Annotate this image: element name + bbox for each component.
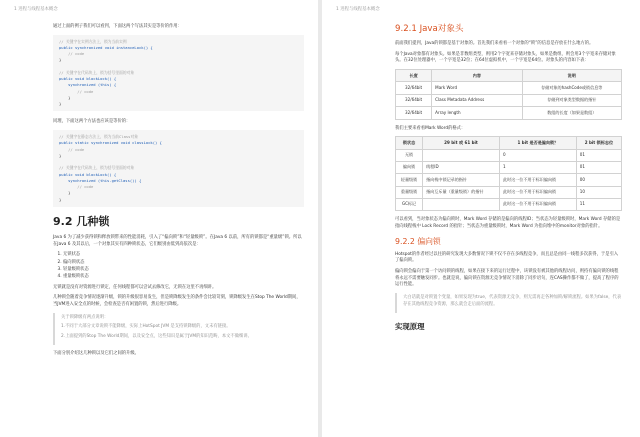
table-row xyxy=(396,107,622,119)
quote-item: 2.上面提到的Stop The World期间，以及安全点，这些知识是属于JVM的知识范畴，本文不做细讲。 xyxy=(61,333,252,339)
table-cell: 重量级锁 xyxy=(396,186,423,198)
table-row xyxy=(396,82,622,94)
table-row xyxy=(396,161,622,173)
paragraph: 每个Java对象都有对象头。如果是非数组类型，则用2个字宽来存储对象头，如果是数组，则会用3个字宽来存储对象头。在32位处理器中，一个字宽是32位；在64位虚拟机中，一个字宽是64位。对象头的内容如下表： xyxy=(395,51,616,64)
table-cell: 轻量级锁 xyxy=(396,174,423,186)
paragraph: Java 6 为了减少获得锁和释放锁带来的性能消耗，引入了“偏向锁”和“轻量级锁”。在Java 6 以前，所有的锁都是“重量级”锁。所以在Java 6 及其以后，一个对象其实有四种锁状态，它们级别由低到高依次是： xyxy=(53,235,302,247)
table-cell: 此时这一位不用于标识偏向锁 xyxy=(499,174,576,186)
table-cell: 11 xyxy=(576,198,621,210)
table-cell: Array length xyxy=(432,107,522,119)
code-line: // 关键字在代码块上，锁为括号里面的对象 xyxy=(59,69,135,75)
table-cell: 32/64bit xyxy=(396,107,432,119)
code-line: // code xyxy=(59,146,85,152)
paragraph: 下面分别介绍这几种锁以及它们之间的升级。 xyxy=(53,351,139,357)
code-line: } xyxy=(59,152,62,158)
code-line: public void blockLock() { xyxy=(59,171,117,177)
table-cell: 01 xyxy=(576,161,621,173)
left-content xyxy=(53,24,304,362)
table-cell xyxy=(423,149,500,161)
code-line: public synchronized void instanceLock() { xyxy=(59,44,153,50)
table-header-row xyxy=(396,137,622,149)
table-header-cell: 锁状态 xyxy=(396,137,423,149)
code-line: public static synchronized void classLock() { xyxy=(59,140,162,146)
code-line: synchronized (this) { xyxy=(59,82,117,88)
table-row xyxy=(396,186,622,198)
code-line: // 关键字在实例方法上，锁为当前实例 xyxy=(59,38,127,44)
table-cell: 指向栈中锁记录的指针 xyxy=(423,174,500,186)
table-cell: 存储对象的hashCode或锁信息等 xyxy=(522,82,621,94)
table-cell: 32/64bit xyxy=(396,82,432,94)
list-item: 1. 无锁状态 xyxy=(63,252,304,259)
left-page xyxy=(0,0,318,437)
code-line: } xyxy=(59,190,71,196)
mark-word-table xyxy=(395,136,622,211)
list-item: 3. 轻量级锁状态 xyxy=(63,267,304,274)
table-cell: 数组的长度（如果是数组） xyxy=(522,107,621,119)
code-line: // 关键字在代码块上，锁为括号里面的对象 xyxy=(59,165,135,171)
code-line: // code xyxy=(59,51,85,57)
code-line: // code xyxy=(59,88,94,94)
table-header-row xyxy=(396,70,622,82)
table-row xyxy=(396,149,622,161)
paragraph: 可以看到，当对象状态为偏向锁时，Mark Word 存储的是偏向的线程ID；当状态为轻量级锁时，Mark Word 存储的是指向线程栈中 Lock Record 的指针；当状态为重量级锁时，Mark Word 为指向堆中的monitor对象的指针。 xyxy=(395,217,621,229)
paragraph: 我们主要来看看Mark Word的格式： xyxy=(395,125,466,131)
code-line: } xyxy=(59,57,62,63)
table-header-cell: 2 bit 锁标志位 xyxy=(576,137,621,149)
table-cell: 无锁 xyxy=(396,149,423,161)
table-cell: 此时这一位不用于标识偏向锁 xyxy=(499,198,576,210)
table-cell: 00 xyxy=(576,174,621,186)
table-header-cell: 1 bit 是否是偏向锁？ xyxy=(499,137,576,149)
table-cell: 此时这一位不用于标识偏向锁 xyxy=(499,186,576,198)
table-cell: 指向互斥量（重量级锁）的指针 xyxy=(423,186,500,198)
table-cell: 偏向锁 xyxy=(396,161,423,173)
list-item: 2. 偏向锁状态 xyxy=(63,260,304,267)
table-cell: 01 xyxy=(576,149,621,161)
code-line: } xyxy=(59,196,62,202)
paragraph: 前面我们提到，Java的锁都是基于对象的。首先我们来看看一个对象的“锁”的信息是存放在什么地方的。 xyxy=(395,41,594,47)
note-quote xyxy=(53,313,304,346)
table-cell: 线程ID xyxy=(423,161,500,173)
table-row xyxy=(396,198,622,210)
lock-state-list xyxy=(63,252,304,280)
table-cell: 32/64bit xyxy=(396,94,432,106)
section-title: 9.2 几种锁 xyxy=(53,214,110,228)
intro-text: 通过上面的例子我们可以看到，下面这两个写法其实是等价的作用： xyxy=(53,24,182,29)
code-line: } xyxy=(59,94,71,100)
note-quote xyxy=(395,293,622,313)
list-item: 4. 重量级锁状态 xyxy=(63,274,304,281)
quote-title: 关于锁降级有两点说明： xyxy=(61,314,109,320)
code-line: // 关键字在静态方法上，锁为当前Class对象 xyxy=(59,134,139,140)
table-header-cell: 说明 xyxy=(522,70,621,82)
table-cell: Mark Word xyxy=(432,82,522,94)
table-cell: Class Metadata Address xyxy=(432,94,522,106)
right-content xyxy=(395,24,622,333)
table-header-cell: 29 bit 或 61 bit xyxy=(423,137,500,149)
right-page xyxy=(322,0,640,437)
code-line: synchronized (this.getClass()) { xyxy=(59,177,142,183)
code-block-class-lock xyxy=(53,130,304,207)
subsection-title: 实现原理 xyxy=(395,322,425,332)
table-row xyxy=(396,174,622,186)
subsection-title: 9.2.2 偏向锁 xyxy=(395,236,441,246)
page-header: 1 进程与线程基本概念 xyxy=(14,7,58,12)
page-header: 1 进程与线程基本概念 xyxy=(336,7,380,12)
table-cell: 0 xyxy=(499,149,576,161)
quote-item: 1.不同于大部分文章说锁不能降级，实际上HotSpot JVM 是支持锁降级的，文末有链接。 xyxy=(61,324,231,330)
table-header-cell: 内容 xyxy=(432,70,522,82)
quote-text: 大白话就是对锁置个变量，如果发现为true，代表资源无竞争，则无需再走各种加锁/解锁流程。如果为false，代表存在其他线程竞争资源，那么就会走后面的流程。 xyxy=(403,294,622,307)
table-cell: GC标记 xyxy=(396,198,423,210)
paragraph: 偏向锁会偏向于第一个访问锁的线程，如果在接下来的运行过程中，该锁没有被其他的线程访问，则持有偏向锁的线程将永远不需要触发同步。也就是说，偏向锁在资源无竞争情况下消除了同步语句，连CAS操作都不做了，提高了程序的运行性能。 xyxy=(395,268,619,288)
table-cell: 10 xyxy=(576,186,621,198)
paragraph: Hotspot的作者经过以往的研究发现大多数情况下锁不仅不存在多线程竞争，而且总是由同一线程多次获得，于是引入了偏向锁。 xyxy=(395,251,619,264)
table-cell xyxy=(423,198,500,210)
code-block-instance-lock xyxy=(53,35,304,112)
paragraph: 无锁就是没有对资源进行锁定，任何线程都可以尝试去修改它，无锁在这里不再细讲。 xyxy=(53,284,217,290)
intro-text-2: 同理，下面这两个方法也应该是等价的： xyxy=(53,119,131,125)
code-line: } xyxy=(59,101,62,107)
table-header-cell: 长度 xyxy=(396,70,432,82)
subsection-title: 9.2.1 Java对象头 xyxy=(395,24,464,34)
code-line: // code xyxy=(59,184,94,190)
table-row xyxy=(396,94,622,106)
paragraph: 几种锁会随着竞争情况逐渐升级，锁的升级很容易发生，但是锁降级发生的条件会比较苛刻，锁降级发生在Stop The World期间，当JVM进入安全点的时候，会检查是否有闲置的锁，然后进行降级。 xyxy=(53,295,301,307)
object-header-table xyxy=(395,69,622,119)
code-line: public void blockLock() { xyxy=(59,76,117,82)
table-cell: 存储到对象类型数据的指针 xyxy=(522,94,621,106)
table-cell: 1 xyxy=(499,161,576,173)
